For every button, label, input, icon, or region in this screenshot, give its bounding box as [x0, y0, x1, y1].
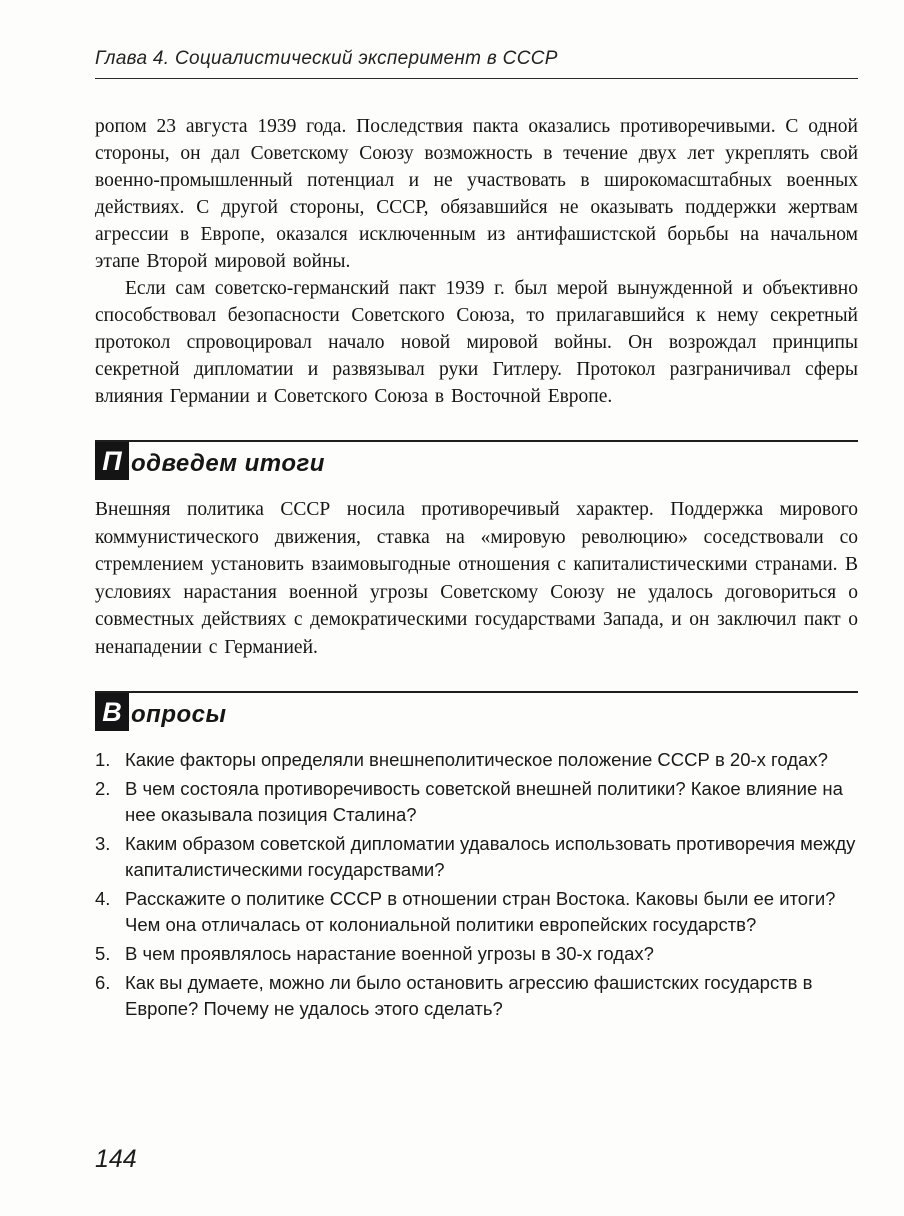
question-item	[95, 970, 858, 1022]
chapter-header-text: Глава 4. Социалистический эксперимент в СССР	[95, 48, 558, 69]
questions-list	[95, 747, 858, 1022]
questions-section	[95, 691, 858, 1022]
chapter-header	[95, 48, 858, 79]
question-item	[95, 747, 858, 773]
question-number: 6.	[95, 972, 111, 993]
summary-heading-text: одведем итоги	[131, 450, 325, 477]
summary-section	[95, 440, 858, 661]
page-number: 144	[95, 1145, 137, 1173]
question-item	[95, 886, 858, 938]
question-text: Как вы думаете, можно ли было остановить агрессию фашистских государств в Европе? Почему не удалось этого сделать?	[125, 972, 813, 1019]
question-item	[95, 831, 858, 883]
question-text: В чем состояла противоречивость советской внешней политики? Какое влияние на нее оказывала позиция Сталина?	[125, 778, 843, 825]
summary-paragraph: Внешняя политика СССР носила противоречивый характер. Поддержка мирового коммунистического движения, ставка на «мировую революцию» соседствовали со стремлением установить взаимовыгодные отношения с капиталистическими странами. В условиях нарастания военной угрозы Советскому Союзу не удалось договориться о совместных действиях с демократическими государствами Запада, и он заключил пакт о ненападении с Германией.	[95, 499, 858, 658]
summary-heading	[95, 442, 858, 480]
question-number: 3.	[95, 833, 111, 854]
question-text: Расскажите о политике СССР в отношении стран Востока. Каковы были ее итоги? Чем она отличалась от колониальной политики европейских государств?	[125, 888, 836, 935]
main-text	[95, 113, 858, 410]
question-text: В чем проявлялось нарастание военной угрозы в 30-х годах?	[125, 943, 654, 964]
paragraph: Если сам советско-германский пакт 1939 г. был мерой вынужденной и объективно способствовал безопасности Советского Союза, то прилагавшийся к нему секретный протокол спровоцировал начало новой мировой войны. Он возрождал принципы секретной дипломатии и развязывал руки Гитлеру. Протокол разграничивал сферы влияния Германии и Советского Союза в Восточной Европе.	[95, 278, 858, 407]
question-item	[95, 941, 858, 967]
drop-initial: П	[95, 442, 129, 480]
question-text: Какие факторы определяли внешнеполитическое положение СССР в 20-х годах?	[125, 749, 828, 770]
question-item	[95, 776, 858, 828]
question-number: 2.	[95, 778, 111, 799]
question-number: 5.	[95, 943, 111, 964]
question-number: 4.	[95, 888, 111, 909]
questions-heading	[95, 693, 858, 731]
question-number: 1.	[95, 749, 111, 770]
drop-initial: В	[95, 693, 129, 731]
questions-heading-text: опросы	[131, 701, 227, 728]
paragraph-continuation: ропом 23 августа 1939 года. Последствия пакта оказались противоречивыми. С одной стороны, он дал Советскому Союзу возможность в течение двух лет укреплять свой военно-промышленный потенциал и не участвовать в широкомасштабных военных действиях. С другой стороны, СССР, обязавшийся не оказывать поддержки жертвам агрессии в Европе, оказался исключенным из антифашистской борьбы на начальном этапе Второй мировой войны.	[95, 116, 858, 272]
question-text: Каким образом советской дипломатии удавалось использовать противоречия между капиталистическими государствами?	[125, 833, 856, 880]
